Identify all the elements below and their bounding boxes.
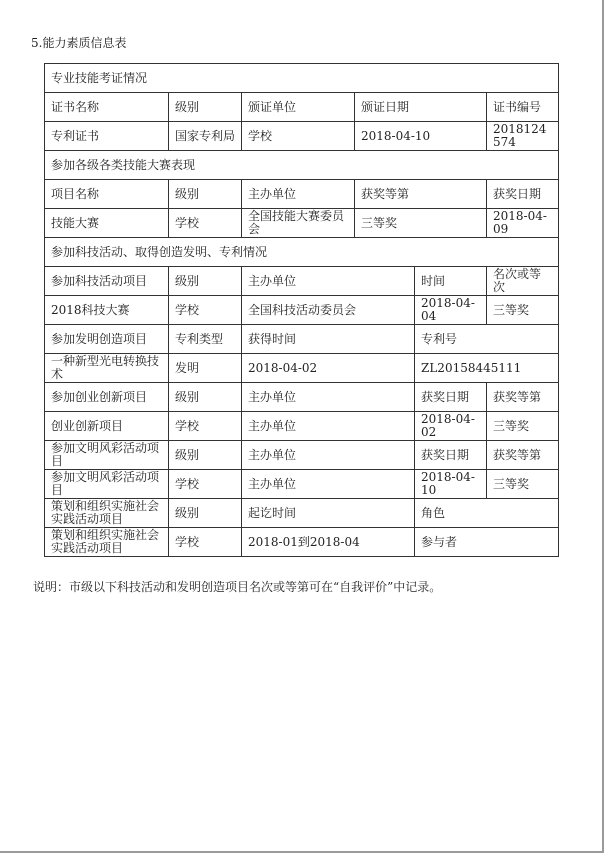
contest-heading-row xyxy=(45,151,559,180)
footnote: 说明：市级以下科技活动和发明创造项目名次或等第可在“自我评价”中记录。 xyxy=(33,580,442,594)
social-data-row xyxy=(45,528,559,557)
table-cell: 2018-04-10 xyxy=(355,122,487,151)
table-header-cell: 策划和组织实施社会实践活动项目 xyxy=(45,499,169,528)
table-header-cell: 获奖等第 xyxy=(355,180,487,209)
table-cell: 学校 xyxy=(169,209,242,238)
table-header-cell: 专利类型 xyxy=(169,325,242,354)
cert-data-row xyxy=(45,122,559,151)
civility-data-row xyxy=(45,470,559,499)
table-cell: 三等奖 xyxy=(487,412,559,441)
table-cell: 2018-04-10 xyxy=(415,470,487,499)
table-header-cell: 级别 xyxy=(169,441,242,470)
table-cell: 2018科技大赛 xyxy=(45,296,169,325)
activity-header-row xyxy=(45,267,559,296)
table-cell: 学校 xyxy=(169,296,242,325)
table-header-cell: 级别 xyxy=(169,383,242,412)
table-cell: 策划和组织实施社会实践活动项目 xyxy=(45,528,169,557)
contest-heading: 参加各级各类技能大赛表现 xyxy=(45,151,559,180)
table-cell: 主办单位 xyxy=(242,412,415,441)
table-header-cell: 时间 xyxy=(415,267,487,296)
table-header-cell: 参加发明创造项目 xyxy=(45,325,169,354)
table-header-cell: 颁证日期 xyxy=(355,93,487,122)
social-header-row xyxy=(45,499,559,528)
table-header-cell: 名次或等次 xyxy=(487,267,559,296)
table-header-cell: 证书名称 xyxy=(45,93,169,122)
table-cell: 全国技能大赛委员会 xyxy=(242,209,355,238)
cert-heading: 专业技能考证情况 xyxy=(45,64,559,93)
table-header-cell: 主办单位 xyxy=(242,267,415,296)
startup-data-row xyxy=(45,412,559,441)
table-cell: 全国科技活动委员会 xyxy=(242,296,415,325)
ability-info-table xyxy=(44,63,559,557)
table-cell: 2018-04-04 xyxy=(415,296,487,325)
table-cell: 参加文明风彩活动项目 xyxy=(45,470,169,499)
activity-data-row xyxy=(45,296,559,325)
section-title: 5.能力素质信息表 xyxy=(31,36,127,50)
table-header-cell: 角色 xyxy=(415,499,559,528)
table-cell: 学校 xyxy=(169,528,242,557)
table-header-cell: 参加文明风彩活动项目 xyxy=(45,441,169,470)
table-header-cell: 主办单位 xyxy=(242,441,415,470)
table-cell: ZL20158445111 xyxy=(415,354,559,383)
table-header-cell: 项目名称 xyxy=(45,180,169,209)
contest-header-row xyxy=(45,180,559,209)
cert-header-row xyxy=(45,93,559,122)
invention-header-row xyxy=(45,325,559,354)
table-header-cell: 证书编号 xyxy=(487,93,559,122)
table-header-cell: 获奖等第 xyxy=(487,441,559,470)
table-header-cell: 专利号 xyxy=(415,325,559,354)
table-cell: 三等奖 xyxy=(487,296,559,325)
table-cell: 2018-04-02 xyxy=(242,354,415,383)
table-header-cell: 参加创业创新项目 xyxy=(45,383,169,412)
table-header-cell: 获奖日期 xyxy=(487,180,559,209)
table-cell: 学校 xyxy=(242,122,355,151)
table-cell: 参与者 xyxy=(415,528,559,557)
civility-header-row xyxy=(45,441,559,470)
table-header-cell: 级别 xyxy=(169,267,242,296)
table-cell: 创业创新项目 xyxy=(45,412,169,441)
table-header-cell: 级别 xyxy=(169,93,242,122)
table-cell: 国家专利局 xyxy=(169,122,242,151)
table-cell: 三等奖 xyxy=(355,209,487,238)
table-header-cell: 获奖等第 xyxy=(487,383,559,412)
table-cell: 发明 xyxy=(169,354,242,383)
table-cell: 2018-04-02 xyxy=(415,412,487,441)
invention-data-row xyxy=(45,354,559,383)
table-header-cell: 获得时间 xyxy=(242,325,415,354)
table-cell: 技能大赛 xyxy=(45,209,169,238)
table-cell: 主办单位 xyxy=(242,470,415,499)
table-header-cell: 级别 xyxy=(169,180,242,209)
table-cell: 2018124574 xyxy=(487,122,559,151)
table-header-cell: 获奖日期 xyxy=(415,383,487,412)
table-header-cell: 起讫时间 xyxy=(242,499,415,528)
startup-header-row xyxy=(45,383,559,412)
table-cell: 学校 xyxy=(169,412,242,441)
table-header-cell: 颁证单位 xyxy=(242,93,355,122)
table-cell: 三等奖 xyxy=(487,470,559,499)
tech-heading: 参加科技活动、取得创造发明、专利情况 xyxy=(45,238,559,267)
table-cell: 2018-04-09 xyxy=(487,209,559,238)
table-cell: 2018-01到2018-04 xyxy=(242,528,415,557)
table-header-cell: 获奖日期 xyxy=(415,441,487,470)
table-header-cell: 级别 xyxy=(169,499,242,528)
table-cell: 专利证书 xyxy=(45,122,169,151)
cert-heading-row xyxy=(45,64,559,93)
tech-heading-row xyxy=(45,238,559,267)
table-header-cell: 主办单位 xyxy=(242,383,415,412)
table-cell: 一种新型光电转换技术 xyxy=(45,354,169,383)
table-header-cell: 参加科技活动项目 xyxy=(45,267,169,296)
table-cell: 学校 xyxy=(169,470,242,499)
table-header-cell: 主办单位 xyxy=(242,180,355,209)
contest-data-row xyxy=(45,209,559,238)
